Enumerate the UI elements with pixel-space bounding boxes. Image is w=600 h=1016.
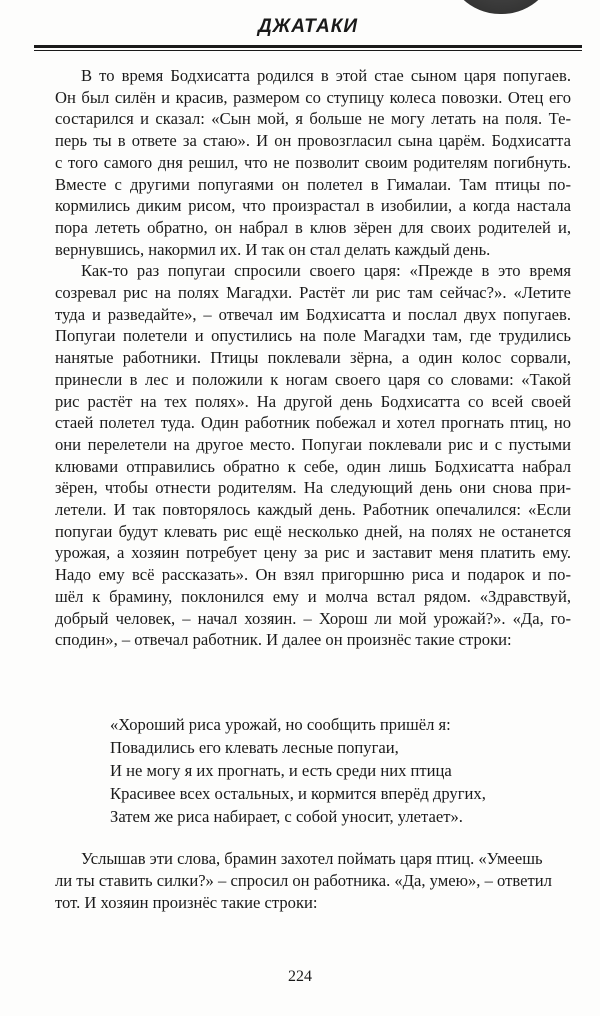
poem-line: «Хороший риса урожай, но сообщить пришёл я: bbox=[110, 715, 451, 734]
text-line: Как-то раз попугаи спросили своего царя: «Прежде в это время bbox=[81, 261, 571, 281]
text-line: нанятые работники. Птицы поклевали зёрна, а один колос сорвали, bbox=[55, 348, 571, 368]
text-line: ли ты ставить силки?» – спросил он работника. «Да, умею», – ответил bbox=[55, 871, 552, 890]
text-line: Он был силён и красив, размером со ступицу колеса повозки. Отец его bbox=[55, 87, 571, 107]
text-line: добрый человек, – начал хозяин. – Хорош ли мой урожай?». «Да, го- bbox=[55, 608, 571, 628]
text-line: тот. И хозяин произнёс такие строки: bbox=[55, 893, 318, 912]
text-line: Попугаи полетели и опустились на поле Магадхи там, где трудились bbox=[55, 326, 571, 346]
text-line: урожая, а хозяин потребует цену за рис и заставит меня платить ему. bbox=[55, 543, 571, 563]
text-line: шёл к брамину, поклонился ему и молча встал рядом. «Здравствуй, bbox=[55, 586, 571, 606]
body-text bbox=[55, 65, 571, 651]
text-line: вернувшись, накормил их. И так он стал делать каждый день. bbox=[55, 239, 491, 259]
text-line: пора лететь обратно, он набрал в клюв зёрен для своих родителей и, bbox=[55, 217, 571, 237]
text-line: попугаи будут клевать рис ещё несколько дней, на полях не останется bbox=[55, 521, 571, 541]
poem-block bbox=[110, 713, 580, 828]
header-rule-thin bbox=[34, 50, 582, 51]
text-line: Вместе с другими попугаями он полетел в Гималаи. Там птицы по- bbox=[55, 174, 571, 194]
text-line: летели. И так повторялось каждый день. Работник опечалился: «Если bbox=[55, 500, 571, 520]
running-header bbox=[34, 16, 582, 38]
poem-line: Красивее всех остальных, и кормится вперёд других, bbox=[110, 784, 486, 803]
text-line: туда и разведайте», – отвечал им Бодхисатта и послал двух попугаев. bbox=[55, 304, 571, 324]
text-line: В то время Бодхисатта родился в этой стае сыном царя попугаев. bbox=[81, 66, 571, 85]
text-line: они перелетели на другое место. Попугаи поклевали рис и с пустыми bbox=[55, 434, 571, 454]
text-line: клювами отправились обратно к себе, один лишь Бодхисатта набрал bbox=[55, 456, 571, 476]
text-line: Надо ему всё рассказать». Он взял пригоршню риса и подарок и по- bbox=[55, 565, 571, 585]
paragraph-1 bbox=[55, 65, 571, 260]
text-line: стаей полетел туда. Один работник побежал и хотел прогнать птиц, но bbox=[55, 413, 571, 433]
text-line: созревал рис на полях Магадхи. Растёт ли рис там сейчас?». «Летите bbox=[55, 283, 571, 303]
page-number: 224 bbox=[288, 968, 312, 985]
header-rule-thick bbox=[34, 45, 582, 48]
paragraph-2 bbox=[55, 260, 571, 651]
header-title: ДЖАТАКИ bbox=[257, 16, 359, 37]
text-line: сподин», – отвечал работник. И далее он произнёс такие строки: bbox=[55, 630, 512, 650]
poem-line: Повадились его клевать лесные попугаи, bbox=[110, 738, 399, 757]
text-line: перь ты в ответе за стаю». И он провозгласил сына царём. Бодхисатта bbox=[55, 131, 571, 151]
text-line: кормились диким рисом, что произрастал в изобилии, а когда настала bbox=[55, 196, 571, 216]
text-line: с того самого дня решил, что не позволит своим родителям погибнуть. bbox=[55, 152, 571, 172]
poem-line: И не могу я их прогнать, и есть среди них птица bbox=[110, 761, 452, 780]
text-line: Услышав эти слова, брамин захотел поймать царя птиц. «Умеешь bbox=[81, 849, 543, 868]
text-line: принесли в лес и положили к ногам своего царя со словами: «Такой bbox=[55, 369, 571, 389]
text-line: зёрен, чтобы отнести родителям. На следующий день они снова при- bbox=[55, 478, 571, 498]
text-line: рис растёт на тех полях». На другой день Бодхисатта со всей своей bbox=[55, 391, 571, 411]
corner-ornament bbox=[446, 0, 556, 14]
closing-paragraph bbox=[55, 848, 585, 914]
text-line: состарился и сказал: «Сын мой, я больше не могу летать на поля. Те- bbox=[55, 109, 571, 129]
poem-line: Затем же риса набирает, с собой уносит, улетает». bbox=[110, 807, 463, 826]
